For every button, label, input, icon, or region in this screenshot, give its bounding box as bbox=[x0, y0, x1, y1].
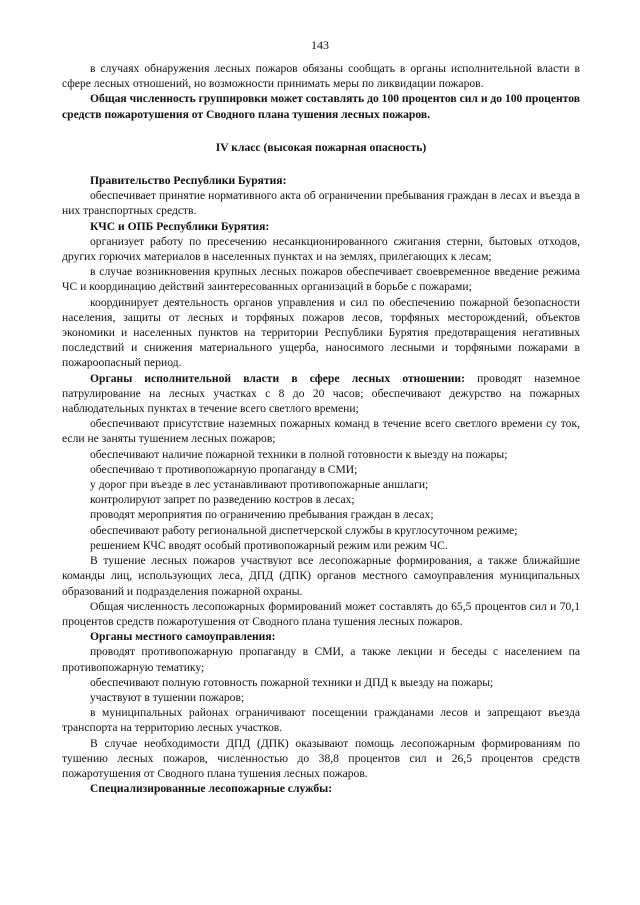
paragraph: Общая численность лесопожарных формирований может составлять до 65,5 процентов сил и 70,1 процентов средств пожаротушения от Сводного плана тушения лесных пожаров. bbox=[62, 599, 580, 628]
section-heading: IV класс (высокая пожарная опасность) bbox=[215, 140, 427, 154]
paragraph: координирует деятельность органов управления и сил по обеспечению пожарной безопасности населения, защиты от лесных и торфяных пожаров лесов, торфяных месторождений, объектов экономики и населенных пунктов на территории Республики Бурятия предотвращения негативных последствий и снижения материального ущерба, наносимого лесными и торфяными пожарами в пожароопасный период. bbox=[62, 295, 580, 370]
paragraph bbox=[62, 371, 580, 417]
paragraph: в случае возникновения крупных лесных пожаров обеспечивает своевременное введение режима ЧС и координацию действий заинтересованных организаций в борьбе с пожарами; bbox=[62, 265, 580, 294]
list-item: обеспечивают наличие пожарной техники в полной готовности к выезду на пожары; bbox=[90, 447, 508, 461]
paragraph: В тушение лесных пожаров участвуют все лесопожарные формирования, а также ближайшие команды лиц, использующих леса, ДПД (ДПК) органов местного самоуправления муниципальных образований и подразделения пожарной охраны. bbox=[62, 554, 580, 598]
document-body bbox=[62, 61, 580, 796]
paragraph: организует работу по пресечению несанкционированного сжигания стерни, бытовых отходов, других горючих материалов в населенных пунктах и на землях, прилегающих к лесам; bbox=[62, 234, 580, 264]
list-item: решением КЧС вводят особый противопожарный режим или режим ЧС. bbox=[90, 538, 448, 552]
list-item: у дорог при въезде в лес устанавливают противопожарные аншлаги; bbox=[90, 478, 429, 492]
paragraph: в случаях обнаружения лесных пожаров обязаны сообщать в органы исполнительной власти в сфере лесных отношений, но возможности принимать меры по ликвидации пожаров. bbox=[62, 62, 580, 91]
list-item: контролируют запрет по разведению костров в лесах; bbox=[90, 493, 355, 507]
list-item: участвуют в тушении пожаров; bbox=[90, 690, 245, 704]
list-item: обеспечиваю т противопожарную пропаганду в СМИ; bbox=[90, 462, 358, 476]
inline-text: проводят наземное патрулирование на лесных участках с 8 до 20 часов; обеспечивают дежурство на пожарных наблюдательных пунктах в течение всего светлого времени; bbox=[62, 371, 580, 416]
list-item: обеспечивают полную готовность пожарной техники и ДПД к выезду на пожары; bbox=[90, 675, 494, 689]
subheading: Специализированные лесопожарные службы: bbox=[90, 782, 333, 796]
subheading: Органы местного самоуправления: bbox=[90, 630, 276, 644]
paragraph: обеспечивает принятие нормативного акта об ограничении пребывания граждан в лесах и въезда в них транспортных средств. bbox=[62, 189, 580, 218]
list-item: проводят мероприятия по ограничению пребывания граждан в лесах; bbox=[90, 508, 434, 522]
subheading: Правительство Республики Бурятия: bbox=[90, 174, 287, 188]
bold-paragraph: Общая численность группировки может составлять до 100 процентов сил и до 100 процентов средств пожаротушения от Сводного плана тушения лесных пожаров. bbox=[62, 92, 580, 121]
subheading: КЧС и ОПБ Республики Бурятия: bbox=[90, 219, 270, 233]
paragraph: обеспечивают присутствие наземных пожарных команд в течение всего светлого времени су ток, если не заняты тушением лесных пожаров; bbox=[62, 417, 580, 446]
list-item: обеспечивают работу региональной диспетчерской службы в круглосуточном режиме; bbox=[90, 523, 518, 537]
paragraph: проводят противопожарную пропаганду в СМИ, а также лекции и беседы с населением па противопожарную тематику; bbox=[62, 645, 580, 674]
paragraph: В случае необходимости ДПД (ДПК) оказывают помощь лесопожарным формированиям по тушению лесных пожаров, численностью до 38,8 процентов сил и 26,5 процентов средств пожаротушения от Сводного плана тушения лесных пожаров. bbox=[62, 736, 580, 780]
page-number: 143 bbox=[311, 38, 329, 52]
inline-heading: Органы исполнительной власти в сфере лесных отношении: bbox=[90, 371, 465, 385]
paragraph: в муниципальных районах ограничивают посещении гражданами лесов и запрещают въезда транспорта на территорию лесных участков. bbox=[62, 706, 580, 735]
